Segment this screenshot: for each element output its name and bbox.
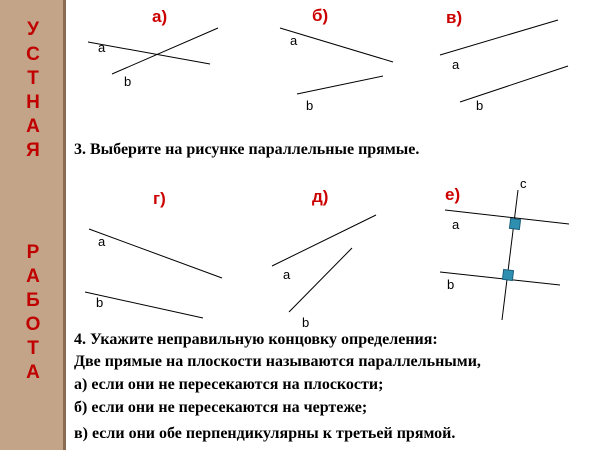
line-label-b: b [302,315,310,330]
right-angle-marker [509,218,520,229]
line-label-b: b [447,277,455,292]
line-label-a: a [452,57,460,72]
line-label-a: a [98,234,106,249]
sidebar-letter: Р [26,242,40,263]
line-label-b: b [124,74,132,89]
task-4-title: 4. Укажите неправильную концовку определения: [74,331,438,348]
task-3-text: 3. Выберите на рисунке параллельные прямые. [74,141,420,158]
figure-e-line-b [440,272,560,285]
line-label-a: a [290,33,298,48]
task-4-option-c: в) если они обе перпендикулярны к третьей прямой. [74,425,456,442]
line-label-b: b [476,98,484,113]
sidebar-letter: А [26,362,40,383]
sidebar-letter: У [27,19,39,40]
figure-e-line-a [445,210,569,224]
task-4-definition: Две прямые на плоскости называются параллельными, [74,353,481,370]
sidebar-letter: Я [26,140,40,161]
line-label-c: c [520,176,527,191]
figure-g-line-a [89,229,222,278]
figure-b-label: б) [312,6,329,25]
sidebar-letter: А [26,266,40,287]
figure-d-line-a [272,215,376,266]
figure-g-label: г) [153,189,166,208]
task-4-option-a: а) если они не пересекаются на плоскости; [74,376,384,393]
figure-v-label: в) [446,8,463,27]
figure-e-line-c [502,190,518,320]
sidebar-letter: Б [26,290,40,311]
sidebar-letter: Н [26,92,40,113]
task-4-option-b: б) если они не пересекаются на чертеже; [74,399,368,416]
figure-d-label: д) [312,187,329,206]
figure-b-line-b [297,76,383,94]
figure-a-label: а) [152,7,168,26]
sidebar-letter: А [26,116,40,137]
line-label-a: a [98,40,106,55]
figure-v-line-b [460,66,568,102]
figure-d-line-b [289,248,352,312]
line-label-b: b [96,295,104,310]
line-label-a: a [283,267,291,282]
sidebar-letter: Т [27,68,39,89]
line-label-b: b [306,98,314,113]
line-label-a: a [452,217,460,232]
sidebar-letter: Т [27,338,39,359]
figure-e-label: е) [445,185,461,204]
right-angle-marker [502,269,513,280]
sidebar-letter: С [26,44,40,65]
figure-a-line-a [88,42,210,64]
sidebar-letter: О [25,314,41,335]
figure-a-line-b [112,28,218,74]
